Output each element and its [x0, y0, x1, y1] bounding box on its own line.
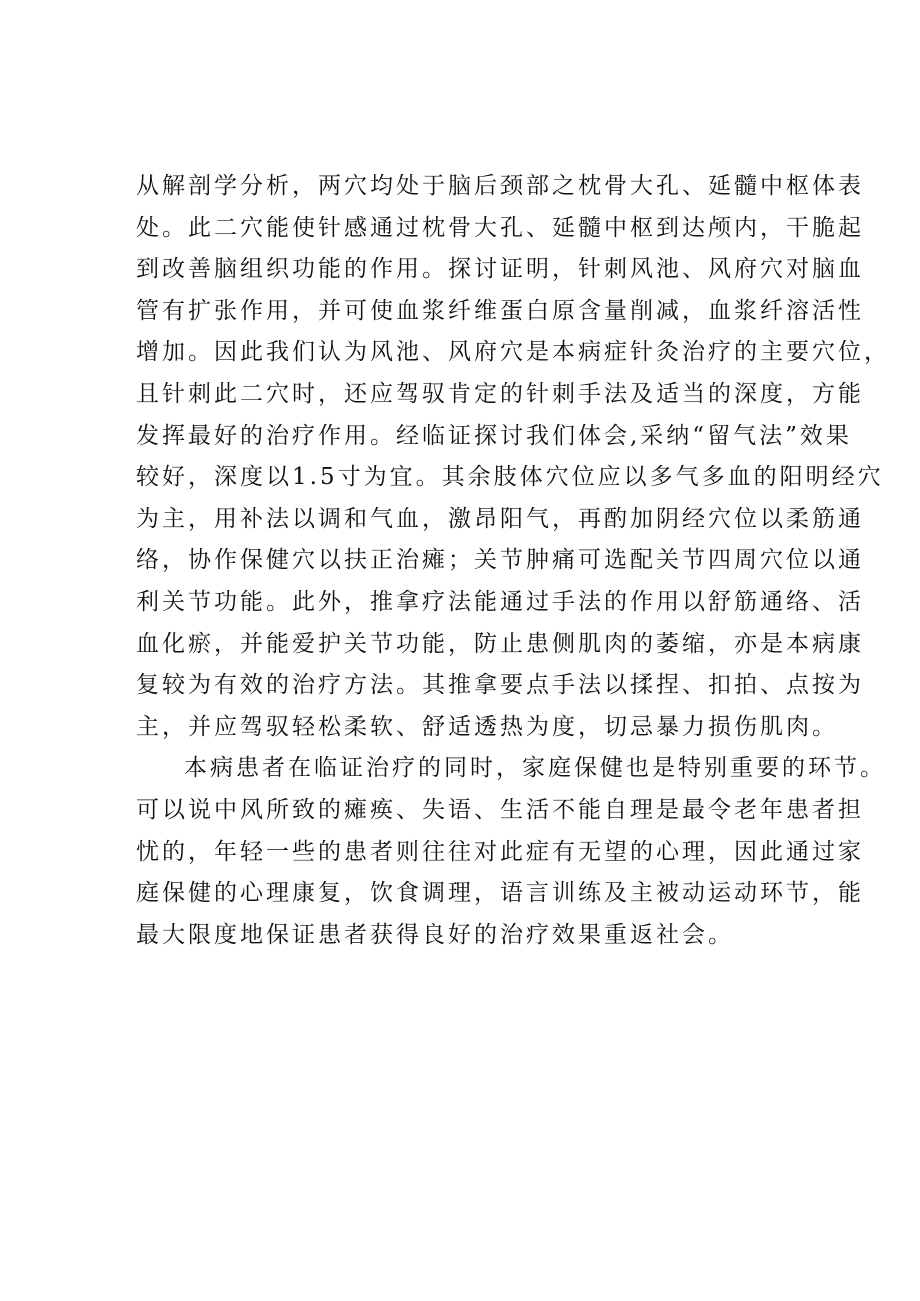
text-line: 为主，用补法以调和气血，激昂阳气，再酌加阴经穴位以柔筋通 [136, 505, 864, 532]
text-line: 处。此二穴能使针感通过枕骨大孔、延髓中枢到达颅内，干脆起 [136, 214, 864, 241]
text-line: 较好，深度以1.5寸为宜。其余肢体穴位应以多气多血的阳明经穴 [136, 464, 884, 491]
text-line: 主，并应驾驭轻松柔软、舒适透热为度，切忌暴力损伤肌肉。 [136, 713, 838, 740]
text-line: 到改善脑组织功能的作用。探讨证明，针刺风池、风府穴对脑血 [136, 256, 864, 283]
text-line: 从解剖学分析，两穴均处于脑后颈部之枕骨大孔、延髓中枢体表 [136, 173, 864, 199]
text-line: 庭保健的心理康复，饮食调理，语言训练及主被动运动环节，能 [136, 880, 864, 907]
text-line: 且针刺此二穴时，还应驾驭肯定的针刺手法及适当的深度，方能 [136, 380, 864, 407]
text-line: 忧的，年轻一些的患者则往往对此症有无望的心理，因此通过家 [136, 838, 864, 865]
body-text [136, 166, 890, 956]
text-line: 络，协作保健穴以扶正治瘫；关节肿痛可选配关节四周穴位以通 [136, 547, 864, 574]
text-line: 可以说中风所致的瘫痪、失语、生活不能自理是最令老年患者担 [136, 796, 864, 823]
text-line: 最大限度地保证患者获得良好的治疗效果重返社会。 [136, 921, 734, 948]
text-line: 血化瘀，并能爱护关节功能，防止患侧肌肉的萎缩，亦是本病康 [136, 630, 864, 657]
text-line: 复较为有效的治疗方法。其推拿要点手法以揉捏、扣拍、点按为 [136, 672, 864, 699]
text-line: 利关节功能。此外，推拿疗法能通过手法的作用以舒筋通络、活 [136, 588, 864, 615]
text-line: 管有扩张作用，并可使血浆纤维蛋白原含量削减，血浆纤溶活性 [136, 297, 864, 324]
text-line: 发挥最好的治疗作用。经临证探讨我们体会,采纳“留气法”效果 [136, 422, 852, 449]
paragraph-2 [136, 748, 886, 956]
paragraph-1 [136, 166, 890, 748]
text-line: 增加。因此我们认为风池、风府穴是本病症针灸治疗的主要穴位， [136, 339, 890, 366]
text-line: 本病患者在临证治疗的同时，家庭保健也是特别重要的环节。 [184, 755, 886, 782]
